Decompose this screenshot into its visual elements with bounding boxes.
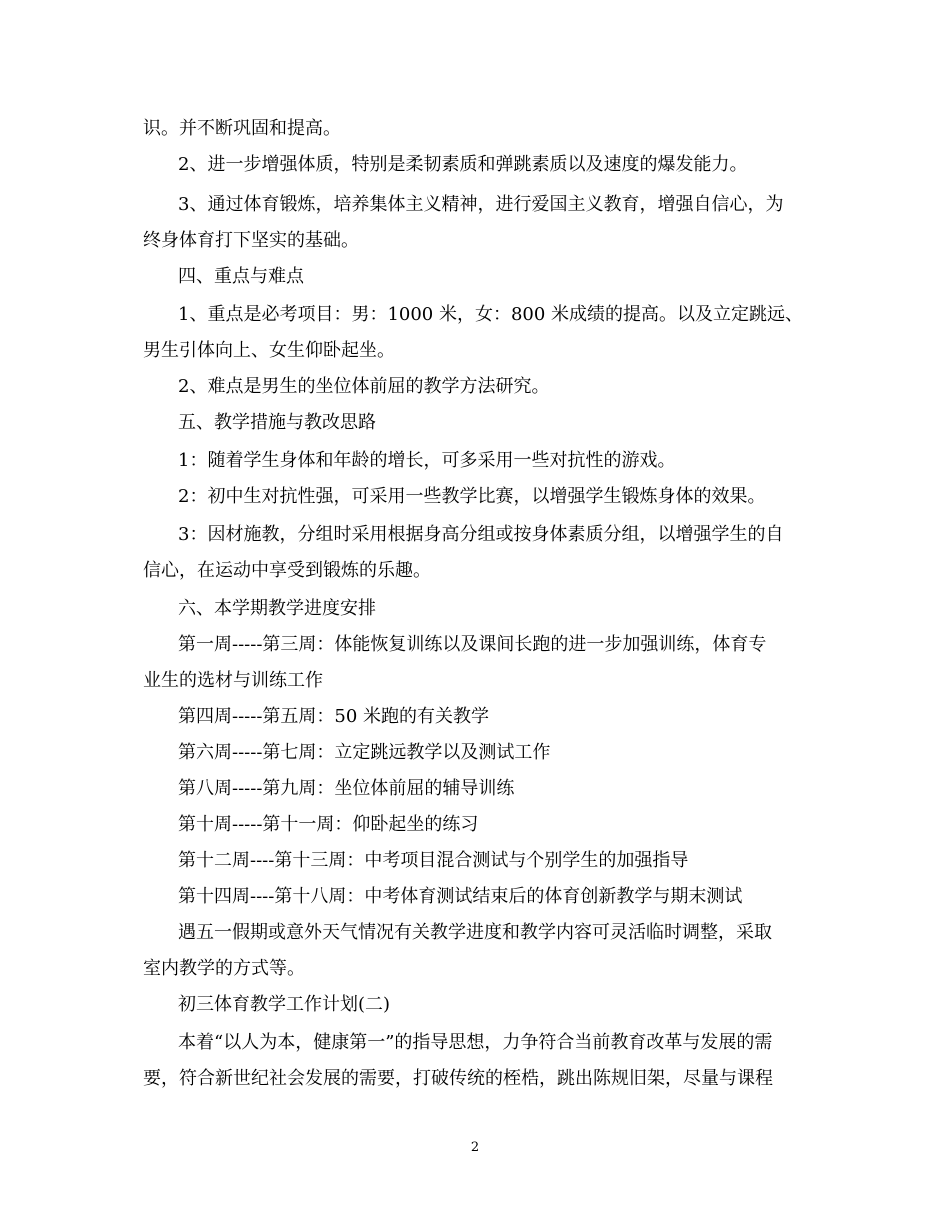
paragraph-continuation: 识。并不断巩固和提高。: [143, 118, 341, 139]
schedule-note-continuation: 室内教学的方式等。: [143, 958, 305, 979]
goal-item-3-continuation: 终身体育打下坚实的基础。: [143, 230, 359, 251]
schedule-item-weeks-6-7: 第六周-----第七周：立定跳远教学以及测试工作: [178, 742, 551, 763]
goal-item-3: 3、通过体育锻炼，培养集体主义精神，进行爱国主义教育，增强自信心，为: [178, 194, 784, 215]
plan-two-paragraph: 本着“以人为本，健康第一”的指导思想，力争符合当前教育改革与发展的需: [178, 1032, 773, 1053]
measure-item-3-continuation: 信心，在运动中享受到锻炼的乐趣。: [143, 560, 431, 581]
plan-two-paragraph-continuation: 要，符合新世纪社会发展的需要，打破传统的桎梏，跳出陈规旧架，尽量与课程: [143, 1068, 773, 1089]
measure-item-3: 3：因材施教，分组时采用根据身高分组或按身体素质分组，以增强学生的自: [178, 524, 784, 545]
measure-item-2: 2：初中生对抗性强，可采用一些教学比赛，以增强学生锻炼身体的效果。: [178, 486, 766, 507]
section-heading-teaching-measures: 五、教学措施与教改思路: [178, 412, 376, 433]
schedule-item-weeks-12-13: 第十二周----第十三周：中考项目混合测试与个别学生的加强指导: [178, 850, 689, 871]
key-point-item-1: 1、重点是必考项目：男：1000 米，女：800 米成绩的提高。以及立定跳远、: [178, 304, 804, 325]
goal-item-2: 2、进一步增强体质，特别是柔韧素质和弹跳素质以及速度的爆发能力。: [178, 154, 748, 175]
schedule-item-weeks-14-18: 第十四周----第十八周：中考体育测试结束后的体育创新教学与期末测试: [178, 886, 743, 907]
schedule-note: 遇五一假期或意外天气情况有关教学进度和教学内容可灵活临时调整，采取: [178, 922, 772, 943]
key-point-item-1-continuation: 男生引体向上、女生仰卧起坐。: [143, 340, 395, 361]
page-number: 2: [470, 1140, 480, 1155]
measure-item-1: 1：随着学生身体和年龄的增长，可多采用一些对抗性的游戏。: [178, 450, 676, 471]
schedule-item-weeks-8-9: 第八周-----第九周：坐位体前屈的辅导训练: [178, 778, 515, 799]
schedule-item-weeks-1-3-continuation: 业生的选材与训练工作: [143, 670, 323, 691]
section-heading-key-points: 四、重点与难点: [178, 266, 304, 287]
section-heading-schedule: 六、本学期教学进度安排: [178, 598, 376, 619]
schedule-item-weeks-4-5: 第四周-----第五周：50 米跑的有关教学: [178, 706, 490, 727]
key-point-item-2: 2、难点是男生的坐位体前屈的教学方法研究。: [178, 376, 550, 397]
schedule-item-weeks-1-3: 第一周-----第三周：体能恢复训练以及课间长跑的进一步加强训练，体育专: [178, 634, 767, 655]
schedule-item-weeks-10-11: 第十周-----第十一周：仰卧起坐的练习: [178, 814, 479, 835]
plan-two-title: 初三体育教学工作计划(二): [178, 994, 391, 1015]
